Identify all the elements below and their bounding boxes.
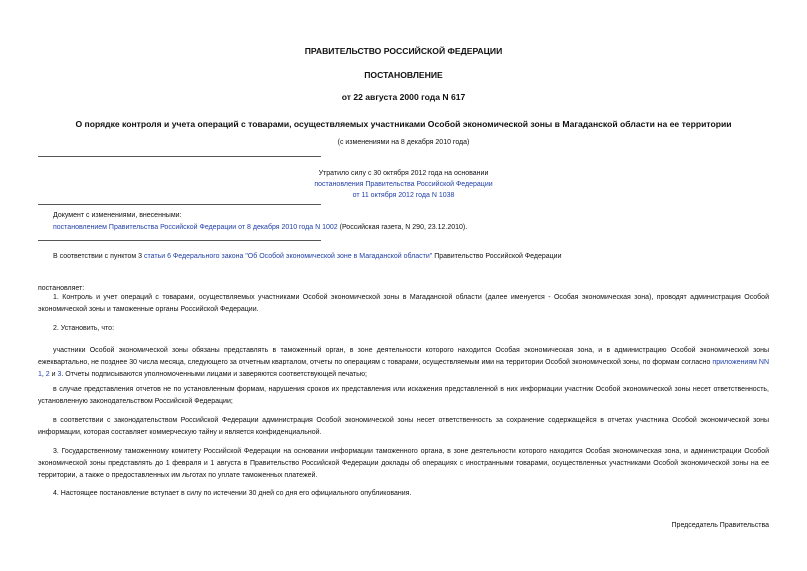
paragraph-2a-text: участники Особой экономической зоны обязаны представлять в таможенный орган, в зоне деятельности которого находится Особая экономическая зона, и в администрацию Особой экономической зоны ежеквартально, не позднее 30 числа месяца, следующего за отчетным кварталом, отчеты по операциям с товарами, осуществляемым ими на территории Особой экономической зоны, по формам согласно: [38, 347, 769, 366]
changes-line: [53, 222, 467, 234]
paragraph-2c: [38, 415, 769, 439]
separator-text: и: [49, 371, 58, 378]
paragraph-2c-text: в соответствии с законодательством Российской Федерации администрация Особой экономической зоны несет ответственность за сохранение содержащейся в отчетах участника Особой экономической зоны информации, которая составляет коммерческую тайну и является конфиденциальной.: [38, 417, 769, 436]
appendix-2-link[interactable]: 2: [45, 371, 50, 378]
paragraph-1-text: 1. Контроль и учет операций с товарами, осуществляемых участниками Особой экономической зоны в Магаданской области (далее именуется - Особая экономическая зона), проводят администрация Особой экономической зоны и таможенные органы Российской Федерации.: [38, 294, 769, 313]
document-title: О порядке контроля и учета операций с товарами, осуществляемых участниками Особой экономической зоны в Магаданской области на ее территории: [75, 119, 732, 129]
paragraph-2a-end: . Отчеты подписываются уполномоченными лицами и заверяются соответствующей печатью;: [61, 371, 367, 378]
federal-law-link[interactable]: статьи 6 Федерального закона "Об Особой экономической зоне в Магаданской области": [144, 253, 433, 260]
void-notice-line: Утратило силу с 30 октября 2012 года на основании: [318, 170, 489, 177]
preamble: [53, 251, 562, 263]
preamble-text-end: Правительство Российской Федерации: [432, 253, 562, 260]
signature-title: Председатель Правительства: [671, 522, 769, 529]
separator-rule: [38, 204, 321, 205]
amendments-note: (с изменениями на 8 декабря 2010 года): [337, 139, 470, 146]
date-number-heading: от 22 августа 2000 года N 617: [341, 92, 466, 102]
void-decree-link[interactable]: постановления Правительства Российской Федерации: [314, 181, 493, 188]
appendix-1-link[interactable]: приложениям NN 1: [38, 359, 769, 378]
separator-rule: [38, 240, 321, 241]
separator-rule: [38, 156, 321, 157]
paragraph-2b: [38, 384, 769, 408]
paragraph-2: 2. Установить, что:: [53, 325, 115, 332]
changes-intro: Документ с изменениями, внесенными:: [53, 212, 182, 219]
paragraph-2b-text: в случае представления отчетов не по установленным формам, нарушения сроков их представления или искажения представленной в них информации участник Особой экономической зоны несет ответственность, установленную законодательством Российской Федерации;: [38, 386, 769, 405]
void-notice-link-row-2: [0, 192, 807, 199]
government-heading: ПРАВИТЕЛЬСТВО РОССИЙСКОЙ ФЕДЕРАЦИИ: [304, 46, 503, 56]
paragraph-1: [38, 292, 769, 316]
document-type-heading: ПОСТАНОВЛЕНИЕ: [364, 70, 443, 80]
appendix-3-link[interactable]: 3: [57, 371, 62, 378]
changes-source: (Российская газета, N 290, 23.12.2010).: [337, 224, 468, 231]
paragraph-2a: [38, 345, 769, 381]
void-notice-link-row: [0, 181, 807, 188]
paragraph-4: 4. Настоящее постановление вступает в силу по истечении 30 дней со дня его официального опубликования.: [53, 490, 412, 497]
separator-text: ,: [41, 371, 46, 378]
decrees-word: постановляет:: [38, 285, 85, 292]
void-decree-date-link[interactable]: от 11 октября 2012 года N 1038: [352, 192, 455, 199]
paragraph-3: [38, 446, 769, 482]
preamble-text: В соответствии с пунктом 3: [53, 253, 145, 260]
paragraph-3-text: 3. Государственному таможенному комитету Российской Федерации на основании информации таможенного органа, в зоне деятельности которого находится Особая экономическая зона, и администрации Особой экономической зоны представлять до 1 февраля и 1 августа в Правительство Российской Федерации доклады об операциях с иностранными товарами, осуществленных участниками Особой экономической зоны на ее территории, а также о предоставленных им льготах по уплате таможенных платежей.: [38, 448, 769, 479]
amending-decree-link[interactable]: постановлением Правительства Российской Федерации от 8 декабря 2010 года N 1002: [53, 224, 338, 231]
